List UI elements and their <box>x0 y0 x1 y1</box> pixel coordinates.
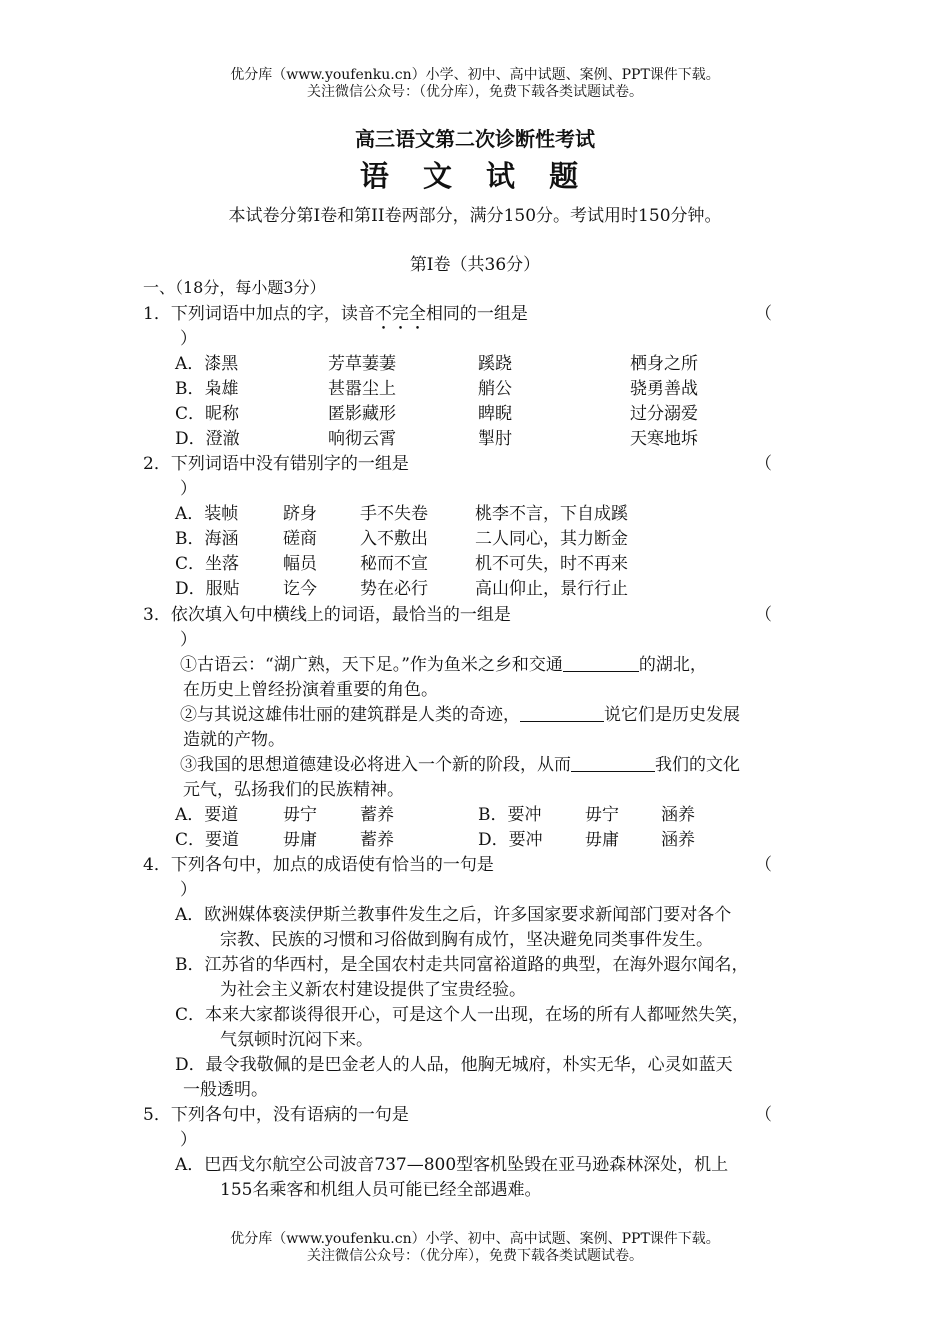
q2-paren-open: （ <box>755 454 772 474</box>
q3-sentence-3: ③我国的思想道德建设必将进入一个新的阶段，从而 我们的文化 <box>180 755 740 775</box>
q2-d-1: D．服贴 <box>175 579 240 599</box>
q1-paren-close: ） <box>180 329 197 349</box>
q3-paren-open: （ <box>755 605 772 625</box>
q2-a-4: 桃李不言，下自成蹊 <box>475 504 628 524</box>
q4-d-line2: 一般透明。 <box>183 1080 268 1100</box>
q2-c-3: 秘而不宣 <box>360 554 428 574</box>
page-header <box>0 67 950 101</box>
q1-paren-open: （ <box>755 304 772 324</box>
q3-sentence-1-cont: 在历史上曾经扮演着重要的角色。 <box>183 680 438 700</box>
q2-c-4: 机不可失，时不再来 <box>475 554 628 574</box>
q2-paren-close: ） <box>180 479 197 499</box>
q2-b-3: 入不敷出 <box>360 529 428 549</box>
q3-opt-d-2: 毋庸 <box>585 830 619 850</box>
q3-opt-a-2: 毋宁 <box>283 805 317 825</box>
q3-opt-c-2: 毋庸 <box>283 830 317 850</box>
q4-paren-open: （ <box>755 855 772 875</box>
q4-d-line1: D．最令我敬佩的是巴金老人的人品，他胸无城府，朴实无华，心灵如蓝天 <box>175 1055 733 1075</box>
q3-sentence-2: ②与其说这雄伟壮丽的建筑群是人类的奇迹， 说它们是历史发展 <box>180 705 740 725</box>
q1-d-4: 天寒地坼 <box>630 429 698 449</box>
q1-a-2: 芳草萋萋 <box>328 354 396 374</box>
q4-b-line1: B．江苏省的华西村，是全国农村走共同富裕道路的典型，在海外遐尔闻名， <box>175 955 749 975</box>
q4-a-line2: 宗教、民族的习惯和习俗做到胸有成竹，坚决避免同类事件发生。 <box>220 930 713 950</box>
q1-a-3: 蹊跷 <box>478 354 512 374</box>
q3-blank-1[interactable] <box>563 654 639 672</box>
q5-paren-close: ） <box>180 1130 197 1150</box>
q1-b-2: 甚嚣尘上 <box>328 379 396 399</box>
q2-a-1: A．装帧 <box>175 504 239 524</box>
q4-c-line1: C．本来大家都谈得很开心，可是这个人一出现，在场的所有人都哑然失笑， <box>175 1005 750 1025</box>
q5-paren-open: （ <box>755 1105 772 1125</box>
q4-a-line1: A．欧洲媒体亵渎伊斯兰教事件发生之后，许多国家要求新闻部门要对各个 <box>175 905 732 925</box>
q3-blank-2[interactable] <box>520 704 604 722</box>
q3-opt-c-3: 蓄养 <box>360 830 394 850</box>
q3-sentence-2-cont: 造就的产物。 <box>183 730 285 750</box>
q1-b-4: 骁勇善战 <box>630 379 698 399</box>
q1-a-4: 栖身之所 <box>630 354 698 374</box>
q1-d-3: 掣肘 <box>478 429 512 449</box>
q2-d-3: 势在必行 <box>360 579 428 599</box>
q5-a-line1: A．巴西戈尔航空公司波音737—800型客机坠毁在亚马逊森林深处，机上 <box>175 1155 729 1175</box>
q4-c-line2: 气氛顿时沉闷下来。 <box>220 1030 373 1050</box>
q5-stem: 5．下列各句中，没有语病的一句是 <box>143 1105 409 1125</box>
q5-a-line2: 155名乘客和机组人员可能已经全部遇难。 <box>220 1180 542 1200</box>
q2-c-2: 幅员 <box>283 554 317 574</box>
q3-opt-d-3: 涵养 <box>661 830 695 850</box>
page-footer <box>0 1231 950 1265</box>
exam-intro: 本试卷分第Ⅰ卷和第II卷两部分，满分150分。考试用时150分钟。 <box>228 206 722 226</box>
q3-opt-d-1: D．要冲 <box>478 830 543 850</box>
header-line-2: 关注微信公众号：（优分库），免费下载各类试题试卷。 <box>307 84 643 100</box>
q2-d-2: 讫今 <box>283 579 317 599</box>
q1-stem-text: 1．下列词语中加点的字，读音不完全相同的一组是 <box>143 304 528 324</box>
q2-c-1: C．坐落 <box>175 554 240 574</box>
q2-b-1: B．海涵 <box>175 529 239 549</box>
q1-c-1: C．昵称 <box>175 404 240 424</box>
q1-b-3: 艄公 <box>478 379 512 399</box>
q1-stem <box>143 299 528 334</box>
q1-d-2: 响彻云霄 <box>328 429 396 449</box>
footer-line-1: 优分库（www.youfenku.cn）小学、初中、高中试题、案例、PPT课件下载。 <box>230 1231 720 1247</box>
q3-sentence-1: ①古语云：“湖广熟，天下足。”作为鱼米之乡和交通 的湖北， <box>180 655 707 675</box>
q1-d-1: D．澄澈 <box>175 429 240 449</box>
exam-subtitle: 语 文 试 题 <box>359 159 591 193</box>
q3-sentence-3-cont: 元气，弘扬我们的民族精神。 <box>183 780 404 800</box>
q1-a-1: A．漆黑 <box>175 354 239 374</box>
q1-c-2: 匿影藏形 <box>328 404 396 424</box>
q4-paren-close: ） <box>180 880 197 900</box>
q2-b-4: 二人同心，其力断金 <box>475 529 628 549</box>
q3-stem: 3．依次填入句中横线上的词语，最恰当的一组是 <box>143 605 511 625</box>
q2-stem: 2．下列词语中没有错别字的一组是 <box>143 454 409 474</box>
q2-a-3: 手不失卷 <box>360 504 428 524</box>
q3-opt-b-1: B．要冲 <box>478 805 542 825</box>
q1-c-3: 睥睨 <box>478 404 512 424</box>
q2-d-4: 高山仰止，景行行止 <box>475 579 628 599</box>
q4-b-line2: 为社会主义新农村建设提供了宝贵经验。 <box>220 980 526 1000</box>
footer-line-2: 关注微信公众号：（优分库），免费下载各类试题试卷。 <box>307 1248 643 1264</box>
q2-b-2: 磋商 <box>283 529 317 549</box>
q1-b-1: B．枭雄 <box>175 379 239 399</box>
q2-a-2: 跻身 <box>283 504 317 524</box>
q1-c-4: 过分溺爱 <box>630 404 698 424</box>
q3-opt-b-2: 毋宁 <box>585 805 619 825</box>
section-heading: 一、（18分，每小题3分） <box>143 278 326 297</box>
q3-opt-b-3: 涵养 <box>661 805 695 825</box>
exam-title: 高三语文第二次诊断性考试 <box>355 127 595 151</box>
q3-blank-3[interactable] <box>571 754 655 772</box>
q3-paren-close: ） <box>180 630 197 650</box>
header-line-1: 优分库（www.youfenku.cn）小学、初中、高中试题、案例、PPT课件下载。 <box>230 67 720 83</box>
q3-opt-a-1: A．要道 <box>175 805 239 825</box>
q4-stem: 4．下列各句中，加点的成语使有恰当的一句是 <box>143 855 494 875</box>
q3-opt-c-1: C．要道 <box>175 830 240 850</box>
volume-heading: 第Ⅰ卷（共36分） <box>409 255 541 275</box>
q3-opt-a-3: 蓄养 <box>360 805 394 825</box>
